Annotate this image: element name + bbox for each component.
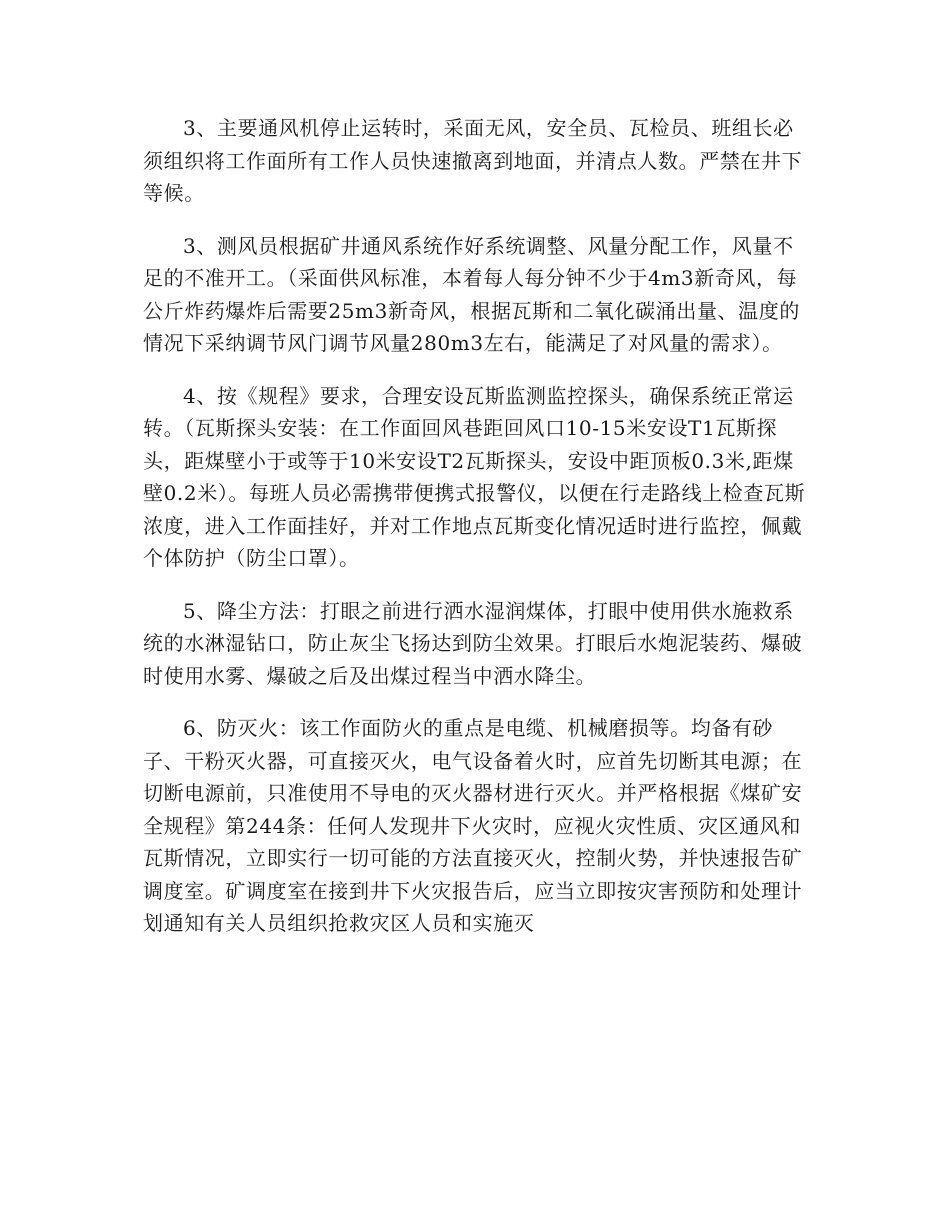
- paragraph-dust-suppression: 5、降尘方法：打眼之前进行洒水湿润煤体，打眼中使用供水施救系统的水淋湿钻口，防止灰尘飞扬达到防尘效果。打眼后水炮泥装药、爆破时使用水雾、爆破之后及出煤过程当中洒水降尘。: [143, 598, 803, 688]
- paragraph-air-measurement: 3、测风员根据矿井通风系统作好系统调整、风量分配工作，风量不足的不准开工。（采面供风标准，本着每人每分钟不少于4m3新奇风，每公斤炸药爆炸后需要25m3新奇风，根据瓦斯和二氧化碳涌出量、温度的情况下采纳调节风门调节风量280m3左右，能满足了对风量的需求）。: [143, 233, 800, 355]
- paragraph-gas-monitoring: 4、按《规程》要求，合理安设瓦斯监测监控探头，确保系统正常运转。（瓦斯探头安装：在工作面回风巷距回风口10-15米安设T1瓦斯探头，距煤壁小于或等于10米安设T2瓦斯探头，安设中距顶板0.3米,距煤壁0.2米）。每班人员必需携带便携式报警仪，以便在行走路线上检查瓦斯浓度，进入工作面挂好，并对工作地点瓦斯变化情况适时进行监控，佩戴个体防护（防尘口罩）。: [143, 383, 806, 570]
- paragraph-fire-prevention: 6、防灭火：该工作面防火的重点是电缆、机械磨损等。均备有砂子、干粉灭火器，可直接灭火，电气设备着火时，应首先切断其电源；在切断电源前，只准使用不导电的灭火器材进行灭火。并严格根据《煤矿安全规程》第244条：任何人发现井下火灾时，应视火灾性质、灾区通风和瓦斯情况，立即实行一切可能的方法直接灭火，控制火势，并快速报告矿调度室。矿调度室在接到井下火灾报告后，应当立即按灾害预防和处理计划通知有关人员组织抢救灾区人员和实施灭: [143, 716, 803, 935]
- document-body: [143, 112, 809, 960]
- paragraph-main-fan-stop: 3、主要通风机停止运转时，采面无风，安全员、瓦检员、班组长必须组织将工作面所有工作人员快速撤离到地面，并清点人数。严禁在井下等候。: [143, 116, 803, 205]
